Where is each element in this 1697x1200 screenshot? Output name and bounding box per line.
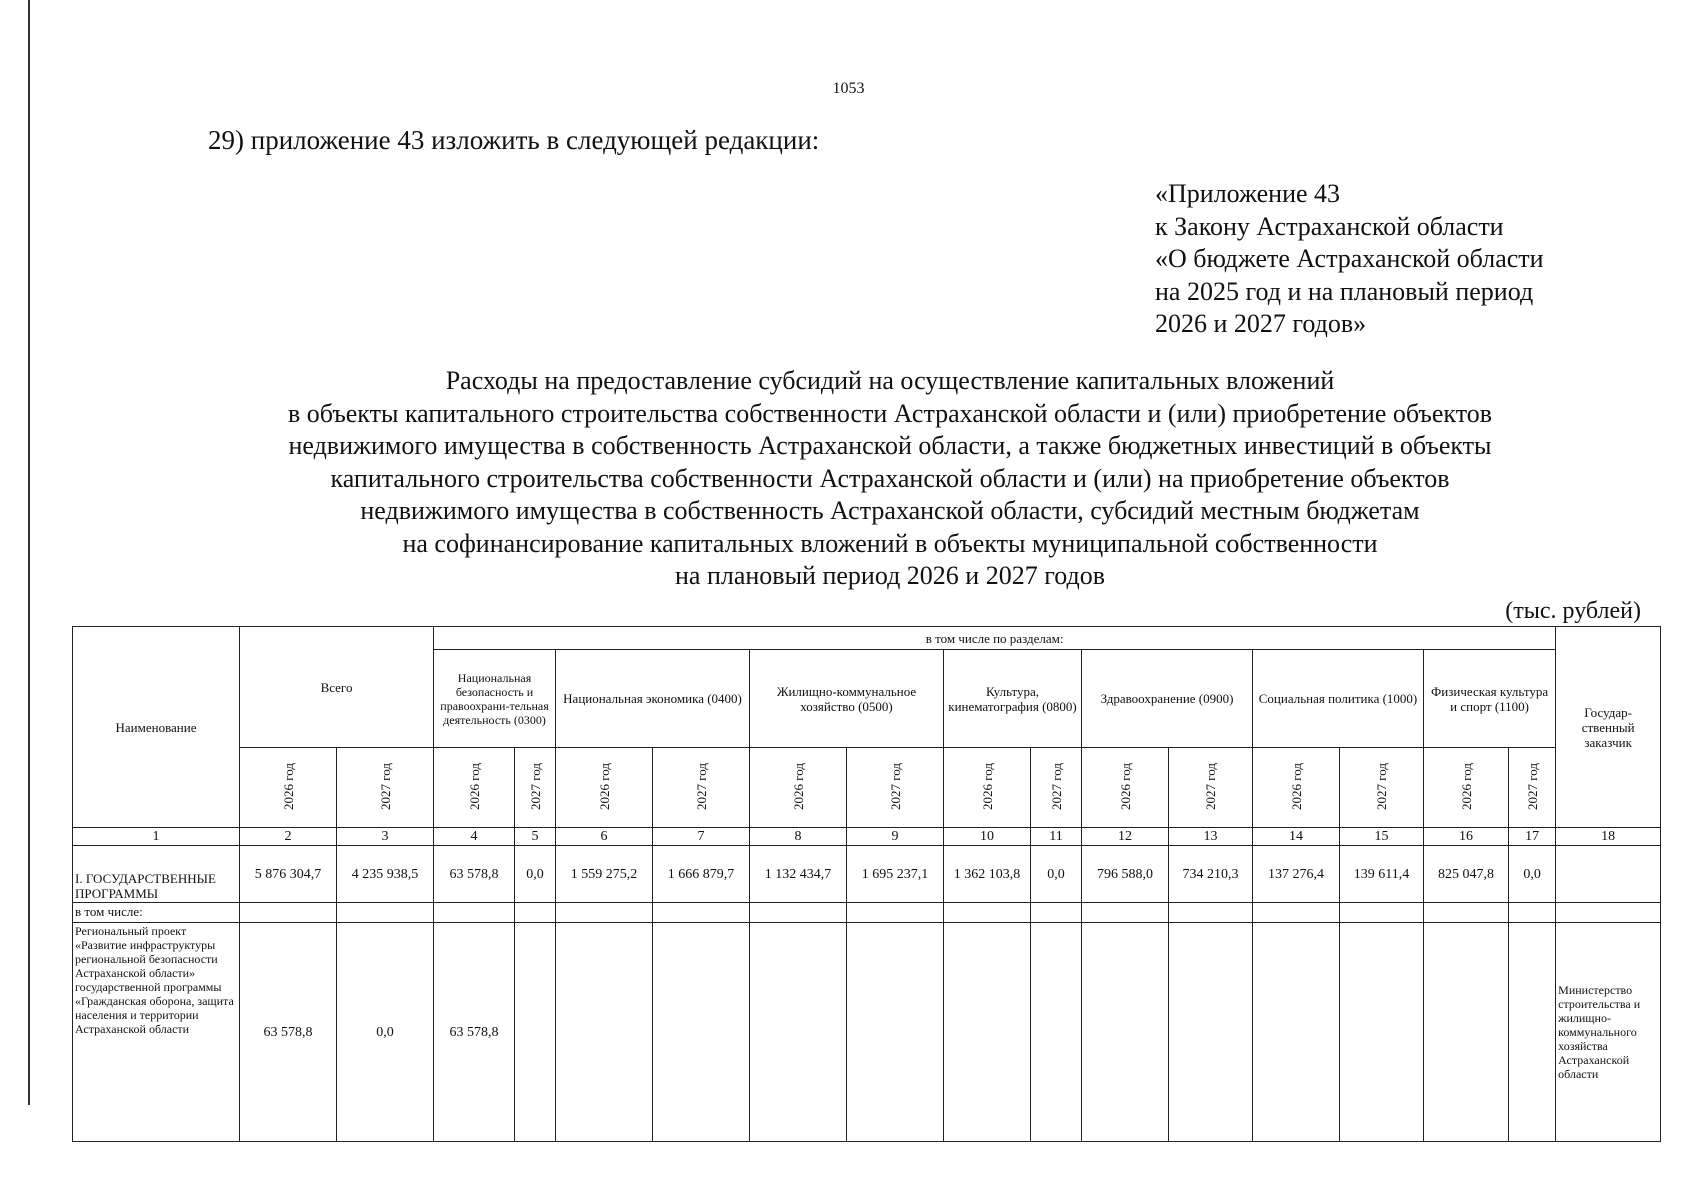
appendix-line: «Приложение 43 (1155, 179, 1341, 208)
title-line: на софинансирование капитальных вложений в объекты муниципальной собственности (402, 528, 1378, 558)
column-number: 14 (1253, 828, 1340, 846)
year-cell: 2026 год (944, 748, 1031, 828)
header-row-years (73, 748, 1661, 828)
title-line: Расходы на предоставление субсидий на осуществление капитальных вложений (445, 366, 1335, 395)
header-customer: Государ-ственный заказчик (1556, 627, 1661, 828)
row-customer (1556, 903, 1661, 923)
year-cell: 2026 год (1424, 748, 1509, 828)
row-value: 1 362 103,8 (944, 846, 1031, 903)
row-value: 4 235 938,5 (337, 846, 434, 903)
table-row (73, 923, 1661, 1142)
row-value (240, 903, 337, 923)
row-name: Региональный проект «Развитие инфраструктуры региональной безопасности Астраханской области» государственной программы «Гражданская оборона, защита населения и территории Астраханской области (73, 923, 240, 1142)
year-cell: 2026 год (750, 748, 847, 828)
year-cell: 2026 год (1253, 748, 1340, 828)
row-name: в том числе: (73, 903, 240, 923)
row-value: 63 578,8 (434, 846, 515, 903)
row-value (847, 923, 944, 1142)
header-row-sections (73, 627, 1661, 650)
column-number: 7 (653, 828, 750, 846)
title-line: недвижимого имущества в собственность Астраханской области, а также бюджетных инвестиций в объекты (288, 431, 1492, 460)
year-cell: 2026 год (434, 748, 515, 828)
title-line: капитального строительства собственности Астраханской области и (или) на приобретение объектов (330, 463, 1450, 493)
row-value (944, 923, 1031, 1142)
row-value (556, 923, 653, 1142)
year-cell: 2027 год (1509, 748, 1556, 828)
title-line: на плановый период 2026 и 2027 годов (675, 561, 1105, 590)
appendix-line: на 2025 год и на плановый период (1155, 276, 1534, 306)
header-total: Всего (240, 627, 434, 748)
header-sections: в том числе по разделам: (434, 627, 1556, 650)
row-value (750, 923, 847, 1142)
row-value (1253, 923, 1340, 1142)
row-value (1340, 923, 1424, 1142)
year-cell: 2027 год (653, 748, 750, 828)
row-value: 1 695 237,1 (847, 846, 944, 903)
row-value (1031, 903, 1082, 923)
column-number: 2 (240, 828, 337, 846)
row-value (1340, 903, 1424, 923)
header-section: Культура, кинематография (0800) (944, 650, 1082, 748)
title-line: в объекты капитального строительства собственности Астраханской области и (или) приобретение объектов (287, 398, 1493, 428)
column-number: 13 (1169, 828, 1253, 846)
column-number: 5 (515, 828, 556, 846)
row-value (944, 903, 1031, 923)
column-number: 8 (750, 828, 847, 846)
page-margin-line (28, 0, 30, 1105)
row-value: 0,0 (1509, 846, 1556, 903)
column-number: 9 (847, 828, 944, 846)
column-number: 6 (556, 828, 653, 846)
intro-text: 29) приложение 43 изложить в следующей редакции: (208, 125, 820, 155)
header-section: Социальная политика (1000) (1253, 650, 1424, 748)
appendix-line: к Закону Астраханской области (1155, 211, 1504, 241)
row-value (750, 903, 847, 923)
row-value (1509, 903, 1556, 923)
column-number: 11 (1031, 828, 1082, 846)
row-value: 63 578,8 (434, 923, 515, 1142)
row-value (556, 903, 653, 923)
row-value: 1 132 434,7 (750, 846, 847, 903)
row-name: I. ГОСУДАРСТВЕННЫЕ ПРОГРАММЫ (73, 846, 240, 903)
year-cell: 2027 год (337, 748, 434, 828)
appendix-line: «О бюджете Астраханской области (1155, 244, 1544, 273)
column-number: 16 (1424, 828, 1509, 846)
row-value (1082, 923, 1169, 1142)
table-row (73, 903, 1661, 923)
row-value: 5 876 304,7 (240, 846, 337, 903)
row-customer: Министерство строительства и жилищно-коммунального хозяйства Астраханской области (1556, 923, 1661, 1142)
header-section: Национальная экономика (0400) (556, 650, 750, 748)
header-section: Здравоохранение (0900) (1082, 650, 1253, 748)
row-value (653, 923, 750, 1142)
header-section: Жилищно-коммунальное хозяйство (0500) (750, 650, 944, 748)
row-value (337, 903, 434, 923)
header-section: Национальная безопасность и правоохрани-тельная деятельность (0300) (434, 650, 556, 748)
row-value (1082, 903, 1169, 923)
row-value: 734 210,3 (1169, 846, 1253, 903)
document-title (180, 365, 1600, 593)
row-value (1169, 903, 1253, 923)
column-number: 3 (337, 828, 434, 846)
column-number: 17 (1509, 828, 1556, 846)
year-cell: 2027 год (1169, 748, 1253, 828)
year-cell: 2027 год (1031, 748, 1082, 828)
header-section: Физическая культура и спорт (1100) (1424, 650, 1556, 748)
table-row (73, 846, 1661, 903)
page-number: 1053 (832, 80, 865, 97)
row-value (1031, 923, 1082, 1142)
column-numbers-row (73, 828, 1661, 846)
row-customer (1556, 846, 1661, 903)
year-cell: 2026 год (240, 748, 337, 828)
column-number: 4 (434, 828, 515, 846)
row-value: 1 666 879,7 (653, 846, 750, 903)
appendix-line: 2026 и 2027 годов» (1155, 309, 1367, 338)
row-value (1424, 923, 1509, 1142)
column-number: 12 (1082, 828, 1169, 846)
row-value (847, 903, 944, 923)
row-value: 0,0 (1031, 846, 1082, 903)
row-value: 139 611,4 (1340, 846, 1424, 903)
column-number: 15 (1340, 828, 1424, 846)
row-value (1253, 903, 1340, 923)
column-number: 1 (73, 828, 240, 846)
budget-table (72, 626, 1661, 1142)
row-value: 796 588,0 (1082, 846, 1169, 903)
units-label: (тыс. рублей) (1505, 598, 1641, 624)
title-line: недвижимого имущества в собственность Астраханской области, субсидий местным бюджетам (360, 496, 1420, 525)
column-number: 10 (944, 828, 1031, 846)
row-value: 0,0 (515, 846, 556, 903)
row-value (515, 903, 556, 923)
row-value (1424, 903, 1509, 923)
row-value: 63 578,8 (240, 923, 337, 1142)
column-number: 18 (1556, 828, 1661, 846)
row-value (1509, 923, 1556, 1142)
year-cell: 2027 год (1340, 748, 1424, 828)
row-value: 1 559 275,2 (556, 846, 653, 903)
row-value: 137 276,4 (1253, 846, 1340, 903)
appendix-header (1155, 178, 1544, 341)
year-cell: 2027 год (515, 748, 556, 828)
row-value: 0,0 (337, 923, 434, 1142)
year-cell: 2026 год (556, 748, 653, 828)
year-cell: 2027 год (847, 748, 944, 828)
row-value (1169, 923, 1253, 1142)
year-cell: 2026 год (1082, 748, 1169, 828)
row-value (515, 923, 556, 1142)
row-value (434, 903, 515, 923)
row-value: 825 047,8 (1424, 846, 1509, 903)
row-value (653, 903, 750, 923)
header-name: Наименование (73, 627, 240, 828)
